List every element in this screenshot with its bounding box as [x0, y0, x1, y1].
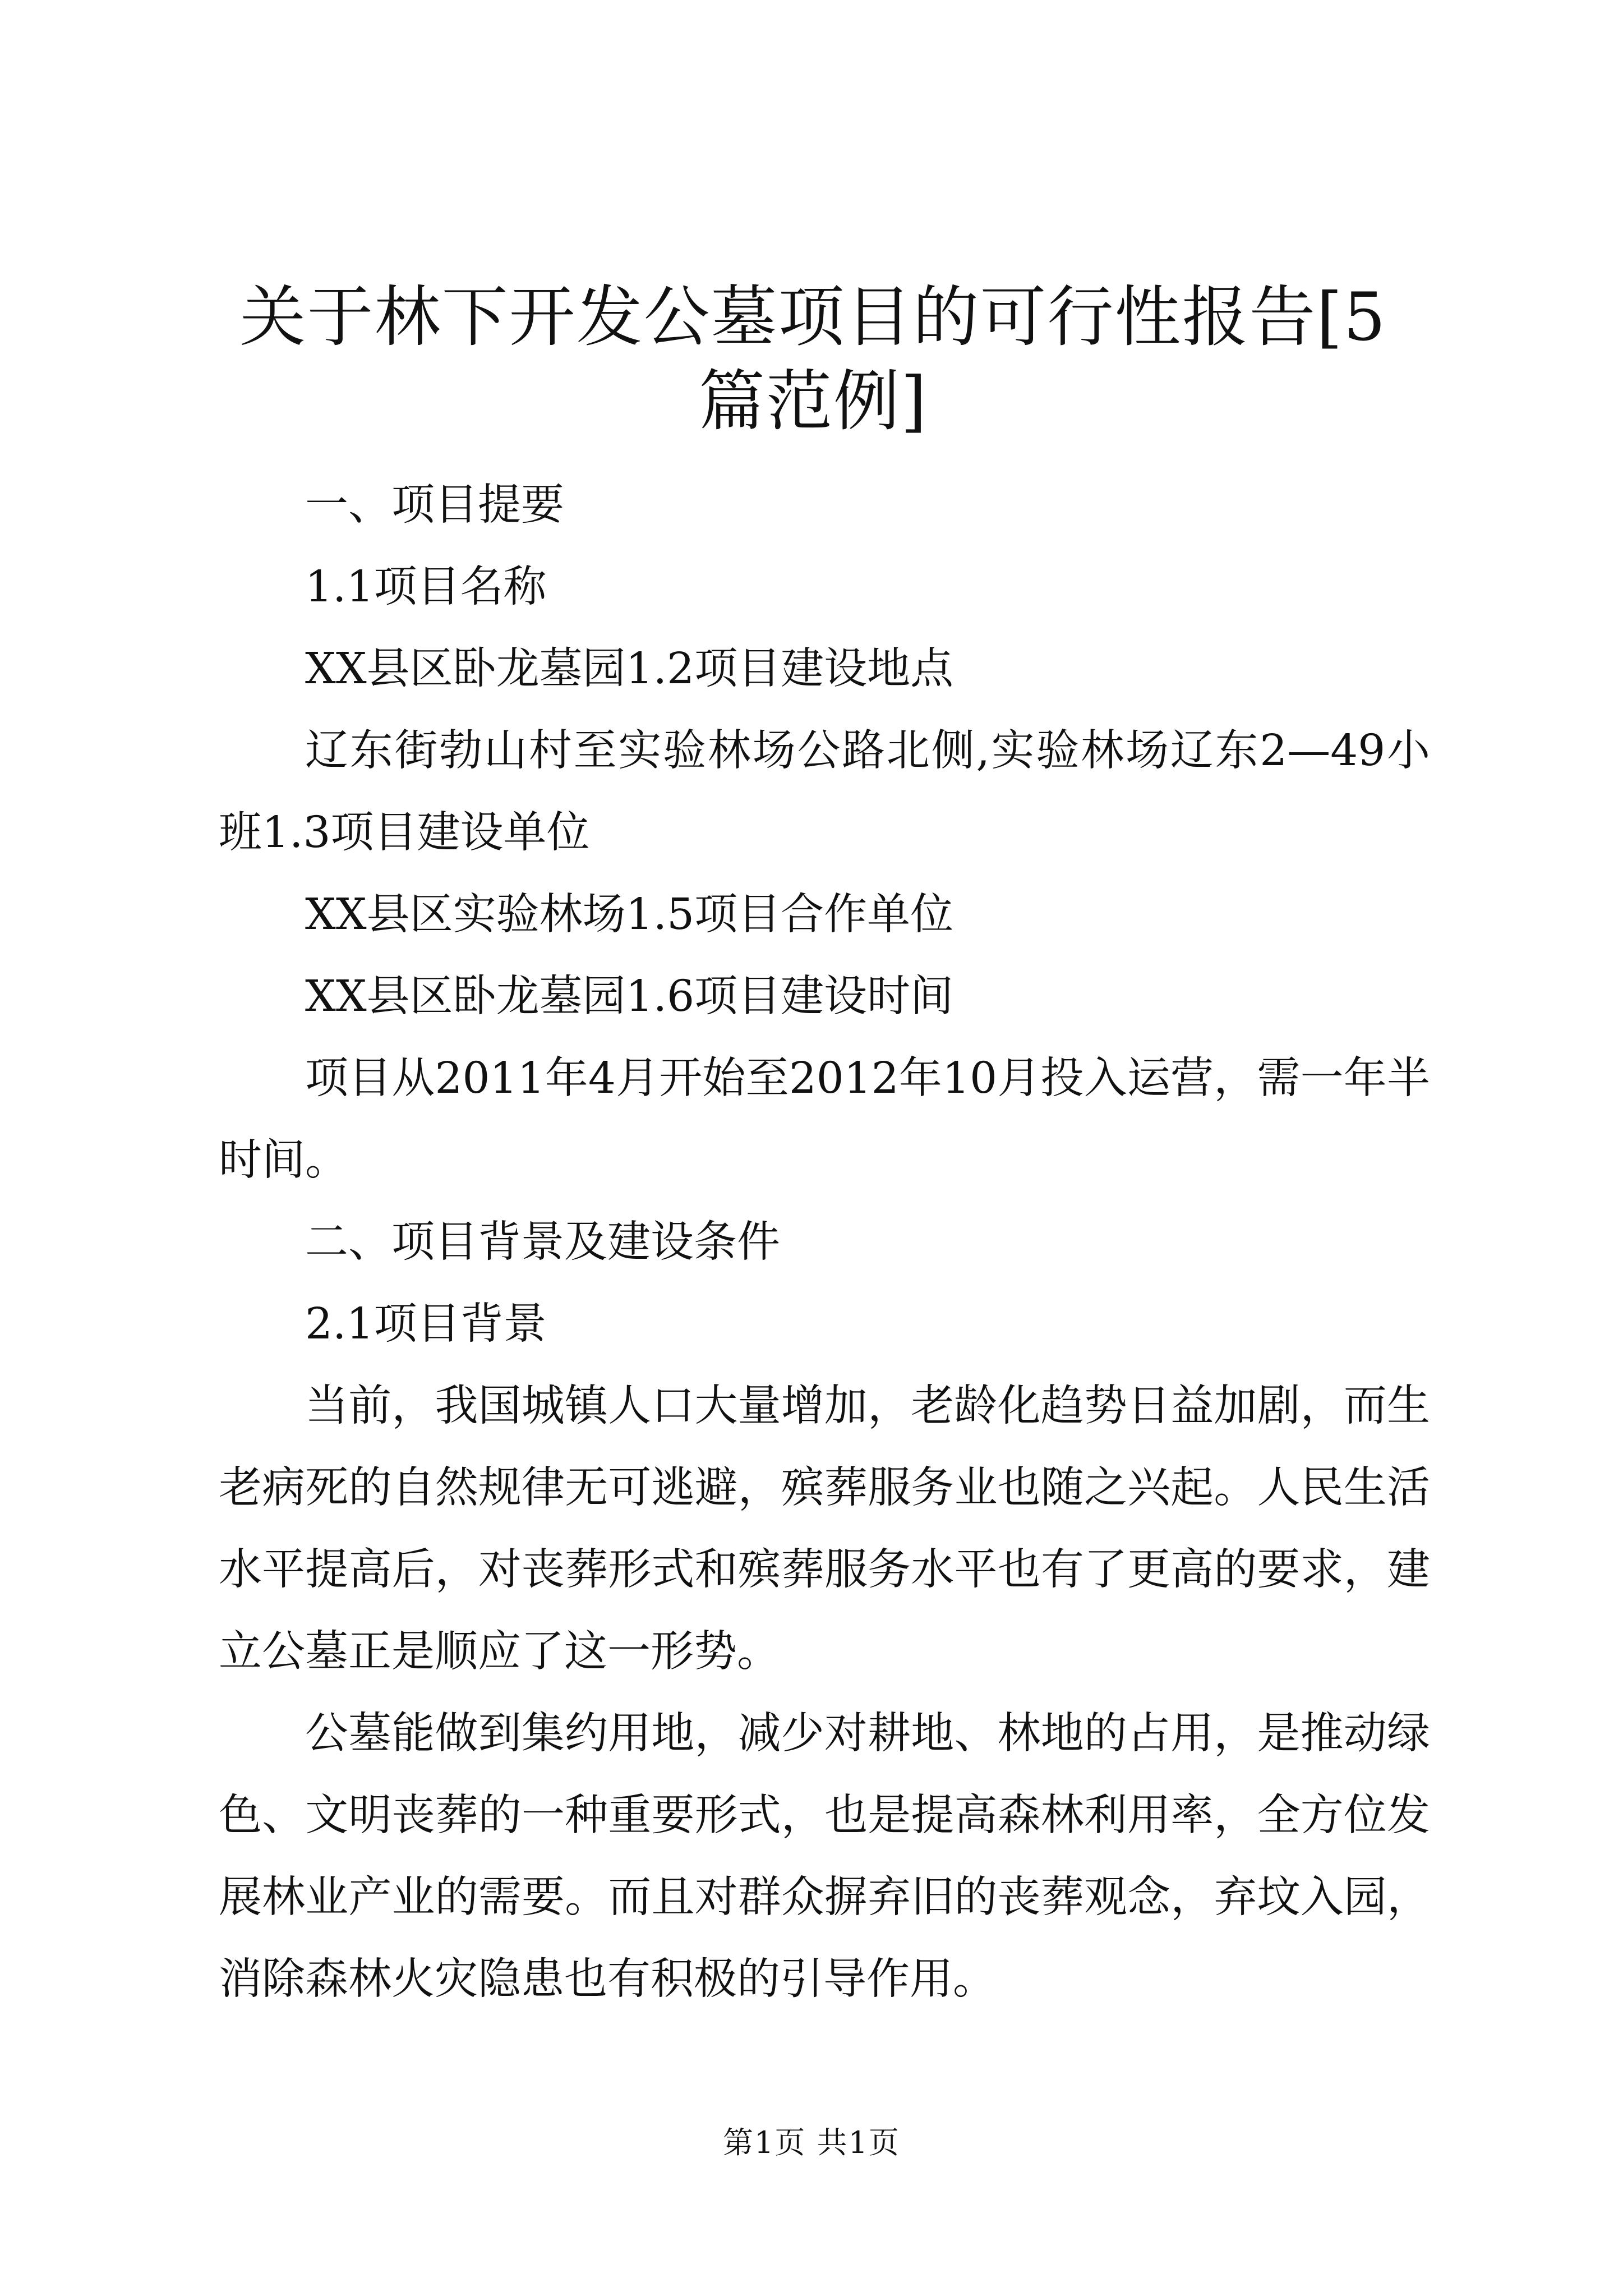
- page-footer: 第1页 共1页: [723, 2125, 900, 2160]
- body-paragraph: XX县区实验林场1.5项目合作单位: [305, 890, 954, 940]
- body-paragraph: 公墓能做到集约用地，减少对耕地、林地的占用，是推动绿色、文明丧葬的一种重要形式，也是提高森林利用率，全方位发展林业产业的需要。而且对群众摒弃旧的丧葬观念，弃坟入园，消除森林火灾隐患也有积极的引导作用。: [219, 1709, 1430, 2004]
- section-heading: 二、项目背景及建设条件: [305, 1217, 780, 1267]
- subsection-heading: 2.1项目背景: [305, 1299, 547, 1349]
- body-paragraph: 当前，我国城镇人口大量增加，老龄化趋势日益加剧，而生老病死的自然规律无可逃避，殡葬服务业也随之兴起。人民生活水平提高后，对丧葬形式和殡葬服务水平也有了更高的要求，建立公墓正是顺应了这一形势。: [219, 1381, 1430, 1677]
- subsection-heading: 1.1项目名称: [305, 562, 547, 612]
- body-paragraph: XX县区卧龙墓园1.2项目建设地点: [305, 644, 954, 694]
- document-title: 关于林下开发公墓项目的可行性报告[5篇范例]: [239, 278, 1387, 440]
- section-heading: 一、项目提要: [305, 480, 564, 530]
- document-body: [219, 464, 1430, 2021]
- body-paragraph: 项目从2011年4月开始至2012年10月投入运营，需一年半时间。: [219, 1053, 1430, 1185]
- body-paragraph: XX县区卧龙墓园1.6项目建设时间: [305, 972, 954, 1022]
- body-paragraph: 辽东街勃山村至实验林场公路北侧,实验林场辽东2—49小班1.3项目建设单位: [219, 726, 1430, 858]
